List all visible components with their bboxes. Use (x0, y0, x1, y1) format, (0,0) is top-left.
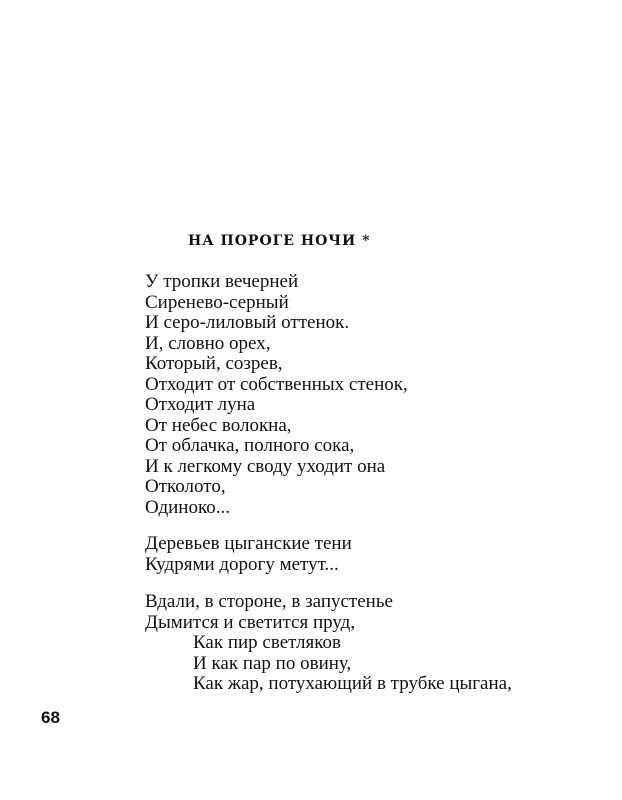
page-number: 68 (41, 708, 60, 727)
stanza-3 (145, 592, 512, 695)
poem-line-indented: И как пар по овину, (193, 652, 352, 674)
poem-line: Отколото, (145, 476, 226, 497)
poem-line: У тропки вечерней (145, 271, 299, 292)
stanza-2 (145, 534, 352, 575)
poem-line: Отходит от собственных стенок, (145, 373, 408, 395)
poem-line: От облачка, полного сока, (145, 435, 355, 456)
poem-line-indented: Как жар, потухающий в трубке цыгана, (193, 673, 512, 694)
poem-line: И серо-лиловый оттенок. (145, 312, 350, 333)
poem-line-indented: Как пир светляков (193, 632, 341, 653)
poem-line: Который, созрев, (145, 353, 283, 374)
poem-title: НА ПОРОГЕ НОЧИ * (188, 233, 371, 249)
poem-line: И к легкому своду уходит она (145, 455, 386, 477)
poem-line: Одиноко... (145, 496, 230, 518)
poem-line: Дымится и светится пруд, (145, 611, 356, 633)
poem-line: Кудрями дорогу метут... (145, 553, 339, 575)
poem-line: Отходит луна (145, 394, 256, 415)
stanza-1 (145, 272, 408, 518)
poem-line: Деревьев цыганские тени (145, 533, 352, 554)
poem-line: Вдали, в стороне, в запустенье (145, 591, 393, 612)
poem-line: Сиренево-серный (145, 291, 289, 313)
poem-line: От небес волокна, (145, 414, 292, 436)
poem-line: И, словно орех, (145, 332, 271, 354)
